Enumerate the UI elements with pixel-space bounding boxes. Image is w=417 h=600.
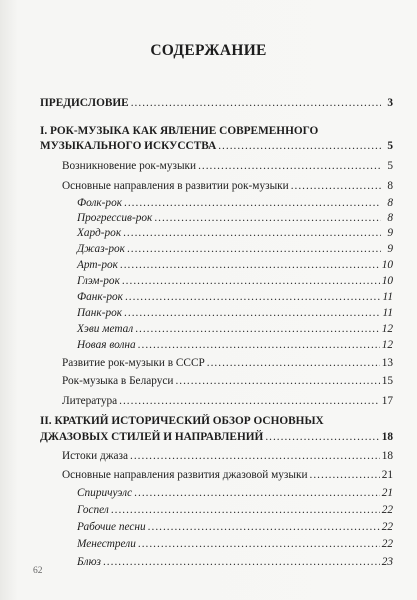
toc-subentry: [77, 504, 393, 517]
toc-page-number: 8: [387, 197, 393, 209]
toc-page-number: 9: [387, 227, 393, 239]
leader-dots: [130, 450, 380, 463]
toc-subentry: [77, 227, 393, 240]
toc-label: Рабочие песни: [77, 521, 146, 533]
page-title: СОДЕРЖАНИЕ: [150, 42, 267, 59]
leader-dots: [154, 212, 381, 225]
leader-dots: [291, 180, 381, 193]
leader-dots: [207, 357, 380, 370]
part2-heading-line1: II. КРАТКИЙ ИСТОРИЧЕСКИЙ ОБЗОР ОСНОВНЫХ: [40, 415, 324, 427]
leader-dots: [198, 160, 381, 173]
toc-subentry: [77, 323, 393, 336]
toc-label: Фанк-рок: [77, 291, 123, 303]
toc-label: Спиричуэлс: [77, 487, 133, 499]
toc-label: Хард-рок: [77, 227, 122, 239]
toc-page-number: 12: [381, 339, 393, 351]
toc-page-number: 22: [381, 538, 393, 550]
toc-subentry: [77, 487, 393, 500]
toc-page-number: 3: [387, 97, 393, 109]
toc-page-number: 22: [381, 504, 393, 516]
leader-dots: [138, 538, 380, 551]
leader-dots: [119, 395, 380, 408]
toc-entry: [62, 160, 393, 173]
toc-page-number: 12: [381, 323, 393, 335]
toc-subentry: [77, 556, 393, 569]
toc-subentry: [77, 275, 393, 288]
leader-dots: [120, 259, 380, 272]
toc-page-number: 5: [387, 140, 393, 152]
toc-subentry: [77, 291, 393, 304]
toc-entry: [62, 450, 393, 463]
leader-dots: [123, 227, 381, 240]
leader-dots: [148, 521, 380, 534]
leader-dots: [127, 243, 381, 256]
toc-page-number: 11: [382, 307, 393, 319]
toc-entry-preface: [40, 97, 393, 110]
toc-label: Менестрели: [77, 538, 136, 550]
toc-subentry: [77, 197, 393, 210]
toc-label: Новая волна: [77, 339, 136, 351]
toc-entry: [62, 469, 393, 482]
toc-page-number: 13: [381, 357, 393, 369]
toc-label: Арт-рок: [77, 259, 118, 271]
toc-page-number: 10: [381, 259, 393, 271]
leader-dots: [265, 431, 379, 444]
toc-label: Возникновение рок-музыки: [62, 160, 197, 172]
toc-subentry: [77, 212, 393, 225]
toc-label: Фолк-рок: [77, 197, 123, 209]
toc-page-number: 21: [381, 487, 393, 499]
toc-page-number: 8: [387, 180, 393, 192]
toc-page-number: 11: [382, 291, 393, 303]
toc-label: Блюз: [77, 556, 101, 568]
toc-entry-part2: [40, 431, 393, 444]
toc-subentry: [77, 339, 393, 352]
toc-label: Хэви метал: [77, 323, 134, 335]
toc-label: Основные направления в развитии рок-музыки: [62, 180, 289, 192]
toc-page-number: 9: [387, 243, 393, 255]
leader-dots: [125, 291, 381, 304]
leader-dots: [218, 140, 381, 153]
leader-dots: [138, 339, 380, 352]
toc-subentry: [77, 243, 393, 256]
toc-entry: [62, 395, 393, 408]
toc-page-number: 18: [381, 450, 393, 462]
part1-heading-line1: I. РОК-МУЗЫКА КАК ЯВЛЕНИЕ СОВРЕМЕННОГО: [40, 125, 319, 137]
toc-label: Развитие рок-музыки в СССР: [62, 357, 205, 369]
leader-dots: [135, 323, 380, 336]
toc-entry: [62, 180, 393, 193]
toc-page-number: 8: [387, 212, 393, 224]
toc-page-number: 10: [381, 275, 393, 287]
toc-subentry: [77, 259, 393, 272]
page-folio: 62: [33, 566, 43, 576]
leader-dots: [111, 504, 380, 517]
toc-label: Литература: [62, 395, 118, 407]
toc-label: Рок-музыка в Беларуси: [62, 375, 174, 387]
toc-subentry: [77, 521, 393, 534]
toc-label: Панк-рок: [77, 307, 123, 319]
toc-page-number: 23: [381, 556, 393, 568]
toc-page-number: 5: [387, 160, 393, 172]
toc-entry: [62, 375, 393, 388]
toc-label: ПРЕДИСЛОВИЕ: [40, 97, 129, 109]
leader-dots: [175, 375, 379, 388]
toc-page-number: 15: [381, 375, 393, 387]
leader-dots: [122, 275, 380, 288]
toc-subentry: [77, 538, 393, 551]
toc-subentry: [77, 307, 393, 320]
toc-label: Истоки джаза: [62, 450, 129, 462]
leader-dots: [103, 556, 380, 569]
toc-page-number: 22: [381, 521, 393, 533]
toc-label: Джаз-рок: [77, 243, 125, 255]
toc-label: Прогрессив-рок: [77, 212, 153, 224]
leader-dots: [134, 487, 380, 500]
leader-dots: [310, 469, 380, 482]
toc-label: Госпел: [77, 504, 109, 516]
toc-entry-part1: [40, 140, 393, 153]
toc-entry: [62, 357, 393, 370]
leader-dots: [124, 307, 380, 320]
leader-dots: [131, 97, 381, 110]
toc-page-number: 21: [381, 469, 393, 481]
leader-dots: [124, 197, 381, 210]
toc-page-number: 18: [381, 431, 393, 443]
toc-label: ДЖАЗОВЫХ СТИЛЕЙ И НАПРАВЛЕНИЙ: [40, 431, 264, 443]
toc-label: МУЗЫКАЛЬНОГО ИСКУССТВА: [40, 140, 217, 152]
toc-label: Глэм-рок: [77, 275, 120, 287]
toc-page-number: 17: [381, 395, 393, 407]
toc-label: Основные направления развития джазовой музыки: [62, 469, 308, 481]
